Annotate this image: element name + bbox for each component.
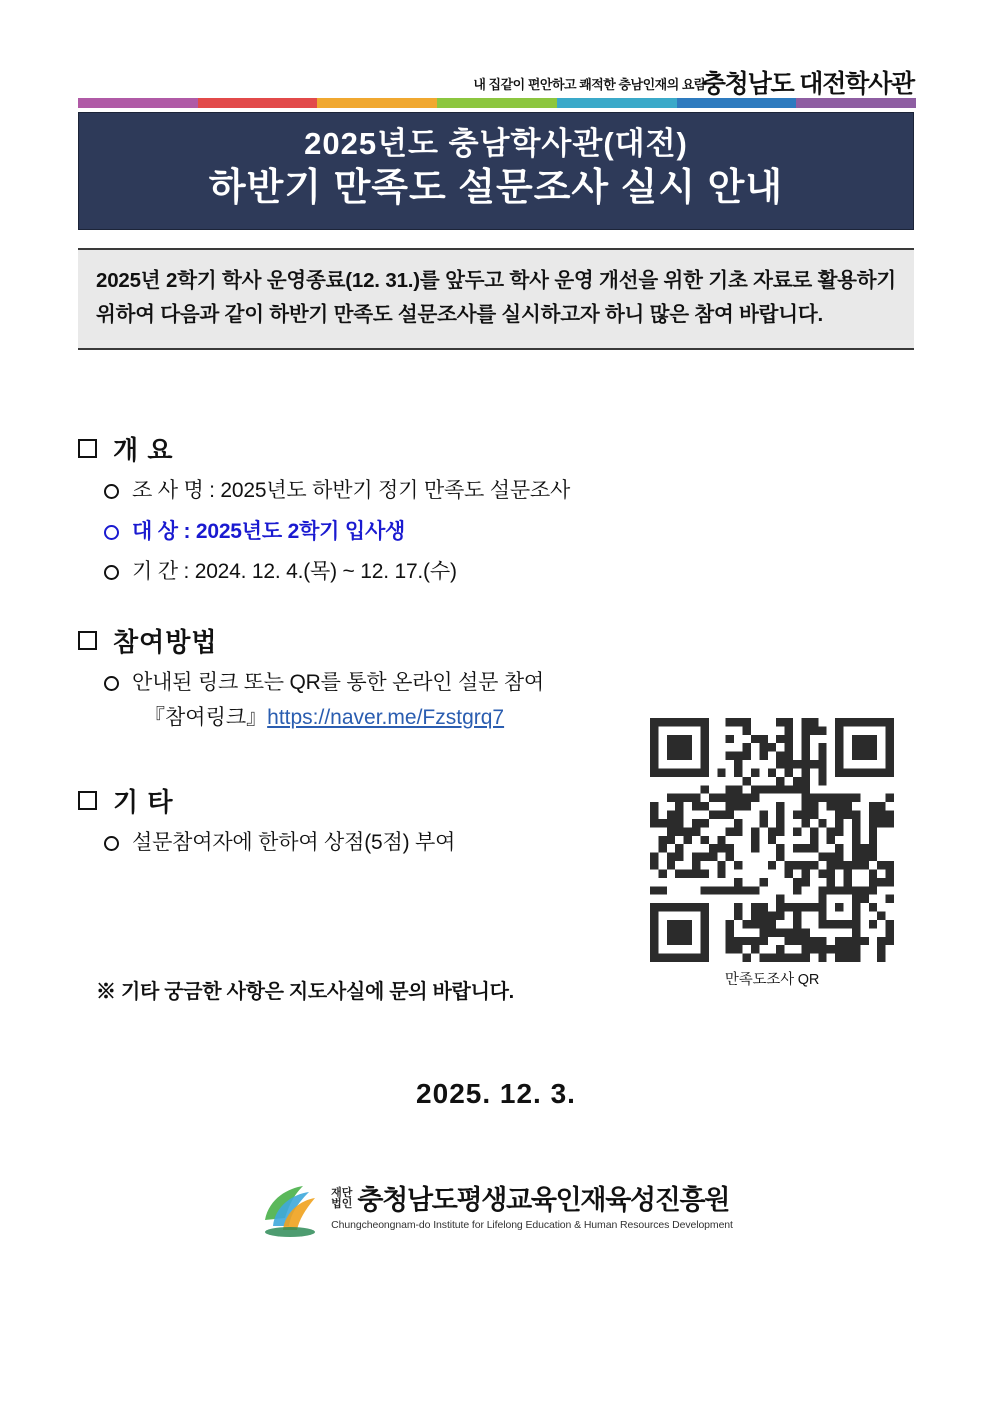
list-item-label: 조 사 명 : 2025년도 하반기 정기 만족도 설문조사 [132,479,571,502]
footnote: ※ 기타 궁금한 사항은 지도사실에 문의 바랍니다. [96,981,514,1003]
square-bullet-icon [78,439,97,458]
list-item-label: 대 상 : 2025년도 2학기 입사생 [132,519,406,543]
section-overview [78,430,914,589]
participation-link-label: 『참여링크』 [144,705,268,729]
section-heading-participation [78,622,914,659]
page-title-line-1: 2025년도 충남학사관(대전) [304,126,688,161]
page-title-line-2: 하반기 만족도 설문조사 실시 안내 [208,166,784,209]
qr-code-block [650,718,894,989]
section-heading-label: 기 타 [113,787,174,817]
list-item-label: 안내된 링크 또는 QR를 통한 온라인 설문 참여 [132,671,545,694]
logo-english-title: Chungcheongnam-do Institute for Lifelong Education & Human Resources Development [331,1219,733,1231]
intro-box [78,248,914,350]
color-bar-segment [78,98,198,108]
circle-bullet-icon [104,565,119,580]
qr-code-caption: 만족도조사 QR [724,972,820,988]
institute-logo-icon [259,1180,321,1238]
section-heading-label: 개 요 [113,435,174,465]
page-header [78,62,914,108]
survey-link[interactable]: https://naver.me/Fzstgrq7 [267,705,505,729]
color-bar-segment [198,98,318,108]
logo-small-line-2: 법인 [331,1198,353,1211]
section-heading-overview [78,430,914,467]
list-item [78,667,914,700]
color-bar-segment [557,98,677,108]
logo-main-title: 충청남도평생교육인재육성진흥원 [357,1185,730,1215]
list-item-label: 설문참여자에 한하여 상점(5점) 부여 [132,831,456,854]
square-bullet-icon [78,791,97,810]
document-date: 2025. 12. 3. [416,1078,576,1109]
header-brand-title: 충청남도 대전학사관 [701,70,914,98]
circle-bullet-icon [104,836,119,851]
square-bullet-icon [78,631,97,650]
footer-logo-block [0,1180,992,1238]
color-bar-segment [317,98,437,108]
qr-code-icon[interactable] [650,718,894,962]
color-bar-segment [437,98,557,108]
list-item [78,556,914,589]
circle-bullet-icon [104,525,119,540]
list-item [78,516,914,549]
page-title-banner [78,112,914,230]
circle-bullet-icon [104,676,119,691]
list-item-label: 기 간 : 2024. 12. 4.(목) ~ 12. 17.(수) [132,560,457,584]
color-bar-segment [796,98,916,108]
header-tagline: 내 집같이 편안하고 쾌적한 충남인재의 요람 [473,77,706,92]
section-heading-label: 참여방법 [113,627,218,657]
decorative-color-bar [78,98,916,108]
circle-bullet-icon [104,484,119,499]
list-item [78,475,914,508]
color-bar-segment [677,98,797,108]
logo-small-line-1: 재단 [331,1186,353,1199]
intro-paragraph: 2025년 2학기 학사 운영종료(12. 31.)를 앞두고 학사 운영 개선을 위한 기초 자료로 활용하기 위하여 다음과 같이 하반기 만족도 설문조사를 실시하고자 하니 많은 참여 바랍니다. [96,269,896,326]
